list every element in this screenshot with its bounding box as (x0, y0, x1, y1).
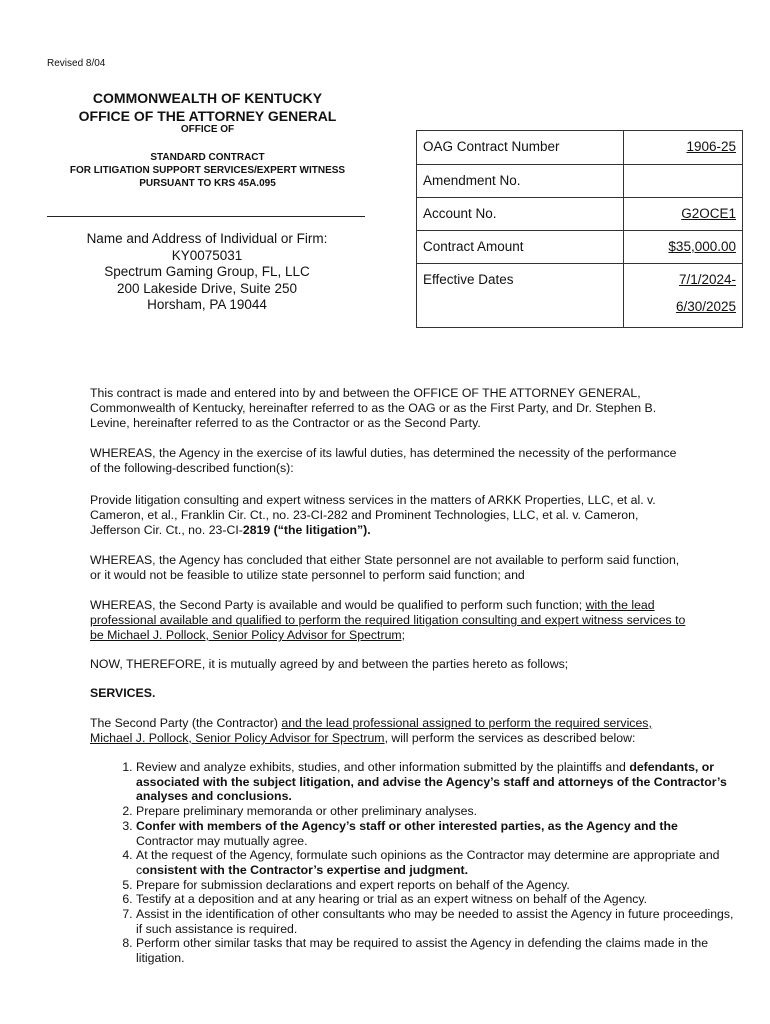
party-name: Spectrum Gaming Group, FL, LLC (104, 264, 310, 279)
amendment-label: Amendment No. (417, 165, 624, 198)
date-start: 7/1/2024- (678, 272, 736, 287)
function-paragraph (90, 493, 688, 538)
list-item: 7. Assist in the identification of other consultants who may be needed to assist the Agency in future proceedings, if such assistance is required. (136, 907, 736, 936)
list-item: 5. Prepare for submission declarations and expert reports on behalf of the Agency. (136, 878, 736, 893)
intro-text: This contract is made and entered into by and between the OFFICE OF THE ATTORNEY GENERAL, Commonwealth of Kentucky, hereinafter referred to as the OAG or as the First Party, and Dr. Stephen B. Levine, hereinafter referred to as the Contractor or as the Second Party. (90, 386, 657, 430)
effective-dates-label: Effective Dates (417, 264, 624, 328)
date-end: 6/30/2025 (675, 299, 736, 314)
whereas-paragraph-1 (90, 446, 688, 476)
whereas-text-3: WHEREAS, the Second Party is available and would be qualified to perform such function; (90, 598, 586, 612)
services-intro-text-end: , will perform the services as described below: (384, 731, 636, 745)
table-row (417, 165, 743, 198)
table-row (417, 231, 743, 264)
contract-title (45, 151, 370, 190)
whereas-text-2: WHEREAS, the Agency has concluded that either State personnel are not available to perform said function, or it would not be feasible to utilize state personnel to perform said function; and (90, 553, 680, 582)
services-list (90, 760, 736, 966)
contract-title-line3: PURSUANT TO KRS 45A.095 (139, 178, 276, 189)
services-intro-underlined: and the lead professional assigned to perform the required services, Michael J. Pollock, Senior Policy Advisor for Spectrum (90, 716, 652, 745)
whereas-paragraph-3 (90, 598, 688, 643)
list-item: 4. At the request of the Agency, formulate such opinions as the Contractor may determine are appropriate and consistent with the Contractor’s expertise and judgment. (136, 848, 736, 877)
whereas-text-1: WHEREAS, the Agency in the exercise of its lawful duties, has determined the necessity of the performance of the following-described function(s): (90, 446, 677, 475)
amount-value: $35,000.00 (624, 231, 743, 264)
function-text-bold: 2819 (“the litigation”). (242, 523, 371, 537)
now-therefore-text: NOW, THEREFORE, it is mutually agreed by and between the parties hereto as follows; (90, 657, 569, 671)
party-id: KY0075031 (171, 247, 243, 263)
office-title: OFFICE OF THE ATTORNEY GENERAL (78, 108, 337, 124)
services-intro-paragraph (90, 716, 688, 746)
amendment-value (624, 165, 743, 198)
table-row (417, 131, 743, 165)
services-intro-text: The Second Party (the Contractor) (90, 716, 282, 730)
divider-line (47, 216, 365, 217)
services-heading: SERVICES. (90, 686, 156, 700)
account-value: G2OCE1 (624, 198, 743, 231)
now-therefore-paragraph (90, 657, 688, 672)
table-row (417, 198, 743, 231)
party-address-line2: Horsham, PA 19044 (147, 297, 267, 312)
list-item: 6. Testify at a deposition and at any hearing or trial as an expert witness on behalf of the Agency. (136, 892, 736, 907)
list-item: 1. Review and analyze exhibits, studies, and other information submitted by the plaintiffs and defendants, or associated with the subject litigation, and advise the Agency’s staff and attorneys of the Contractor’s analyses and conclusions. (136, 760, 736, 804)
list-item: 2. Prepare preliminary memoranda or other preliminary analyses. (136, 804, 736, 819)
amount-label: Contract Amount (417, 231, 624, 264)
contract-number-label: OAG Contract Number (417, 131, 624, 165)
revision-note: Revised 8/04 (47, 58, 106, 69)
agency-title: COMMONWEALTH OF KENTUCKY (92, 90, 323, 106)
whereas-paragraph-2 (90, 553, 688, 583)
party-address-line1: 200 Lakeside Drive, Suite 250 (116, 280, 298, 296)
contract-title-line1: STANDARD CONTRACT (150, 152, 265, 163)
intro-paragraph (90, 386, 688, 431)
party-block (47, 231, 367, 314)
contract-info-table (416, 130, 743, 328)
contract-number-value: 1906-25 (624, 131, 743, 165)
contract-title-line2: FOR LITIGATION SUPPORT SERVICES/EXPERT WITNESS (69, 165, 346, 176)
list-item: 3. Confer with members of the Agency’s staff or other interested parties, as the Agency and the Contractor may mutually agree. (136, 819, 736, 848)
party-label: Name and Address of Individual or Firm: (86, 231, 328, 246)
list-item: 8. Perform other similar tasks that may be required to assist the Agency in defending the claims made in the litigation. (136, 936, 736, 965)
account-label: Account No. (417, 198, 624, 231)
effective-dates-value (624, 264, 743, 328)
function-text: Provide litigation consulting and expert witness services in the matters of ARKK Properties, LLC, et al. v. Cameron, et al., Franklin Cir. Ct., no. 23-CI-282 and Prominent Technologies, LLC, et al. v. Cameron, Jefferson Cir. Ct., no. 23-CI- (90, 493, 656, 537)
table-row (417, 264, 743, 328)
office-of-line: OFFICE OF (180, 124, 235, 135)
whereas-text-3-underlined: with the lead professional available and qualified to perform the required litigation consulting and expert witness services to be Michael J. Pollock, Senior Policy Advisor for Spectrum; (90, 598, 686, 642)
